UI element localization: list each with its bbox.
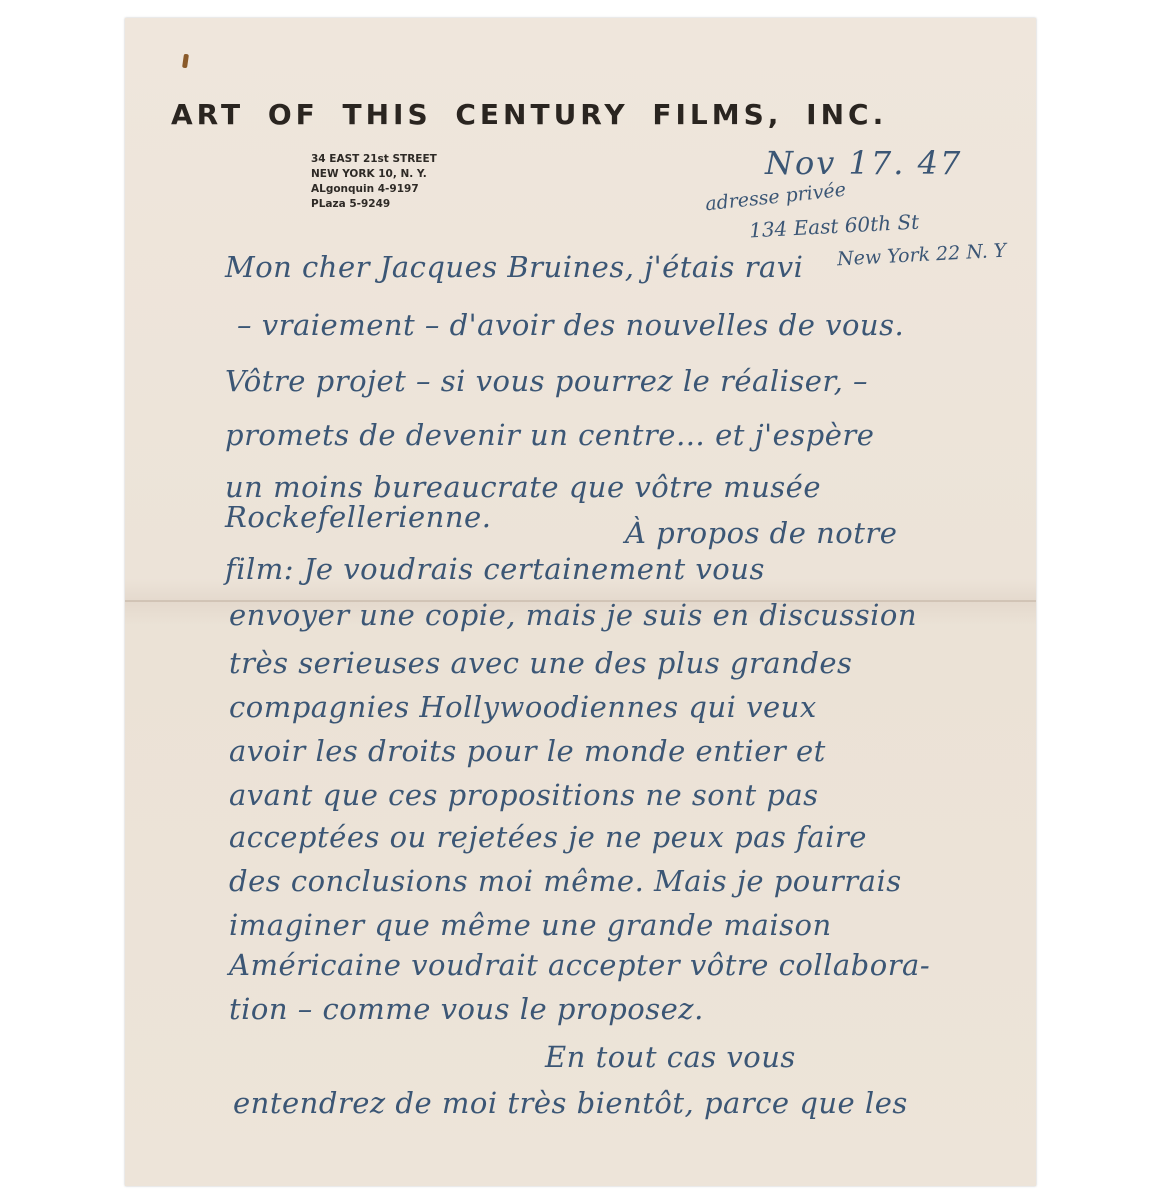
- letter-sheet: [125, 18, 1036, 1186]
- letter-line: Mon cher Jacques Bruines, j'étais ravi: [225, 250, 804, 284]
- date: Nov 17. 47: [765, 144, 963, 182]
- letter-line: À propos de notre: [625, 516, 898, 550]
- address-street: 34 EAST 21st STREET: [311, 153, 437, 165]
- private-address-label: adresse privée: [704, 178, 847, 216]
- letter-line: compagnies Hollywoodiennes qui veux: [229, 690, 817, 724]
- letter-line: imaginer que même une grande maison: [229, 908, 832, 942]
- letter-line: promets de devenir un centre… et j'espère: [225, 418, 875, 452]
- letter-line: avoir les droits pour le monde entier et: [229, 734, 826, 768]
- letter-line: envoyer une copie, mais je suis en discussion: [229, 598, 918, 632]
- letterhead-title: ART OF THIS CENTURY FILMS, INC.: [171, 98, 888, 131]
- letter-line: film: Je voudrais certainement vous: [225, 552, 765, 586]
- address-city: NEW YORK 10, N. Y.: [311, 168, 427, 180]
- letter-line: Rockefellerienne.: [225, 500, 492, 534]
- letter-line: acceptées ou rejetées je ne peux pas faire: [229, 820, 867, 854]
- pin-mark: [182, 54, 189, 69]
- private-address-street: 134 East 60th St: [748, 209, 920, 243]
- letter-line: Américaine voudrait accepter vôtre collabora-: [229, 948, 931, 982]
- letter-line: des conclusions moi même. Mais je pourrais: [229, 864, 902, 898]
- private-address-city: New York 22 N. Y: [836, 239, 1007, 271]
- address-phone-2: PLaza 5-9249: [311, 198, 391, 210]
- letter-line: Vôtre projet – si vous pourrez le réaliser, –: [225, 364, 869, 398]
- letter-line: un moins bureaucrate que vôtre musée: [225, 470, 821, 504]
- letterhead-address: [311, 152, 437, 212]
- address-phone-1: ALgonquin 4-9197: [311, 183, 419, 195]
- letter-line: avant que ces propositions ne sont pas: [229, 778, 819, 812]
- letter-line: En tout cas vous: [545, 1040, 796, 1074]
- letter-line: très serieuses avec une des plus grandes: [229, 646, 853, 680]
- letter-line: entendrez de moi très bientôt, parce que les: [233, 1086, 908, 1120]
- letter-line: – vraiement – d'avoir des nouvelles de vous.: [237, 308, 905, 342]
- letter-line: tion – comme vous le proposez.: [229, 992, 704, 1026]
